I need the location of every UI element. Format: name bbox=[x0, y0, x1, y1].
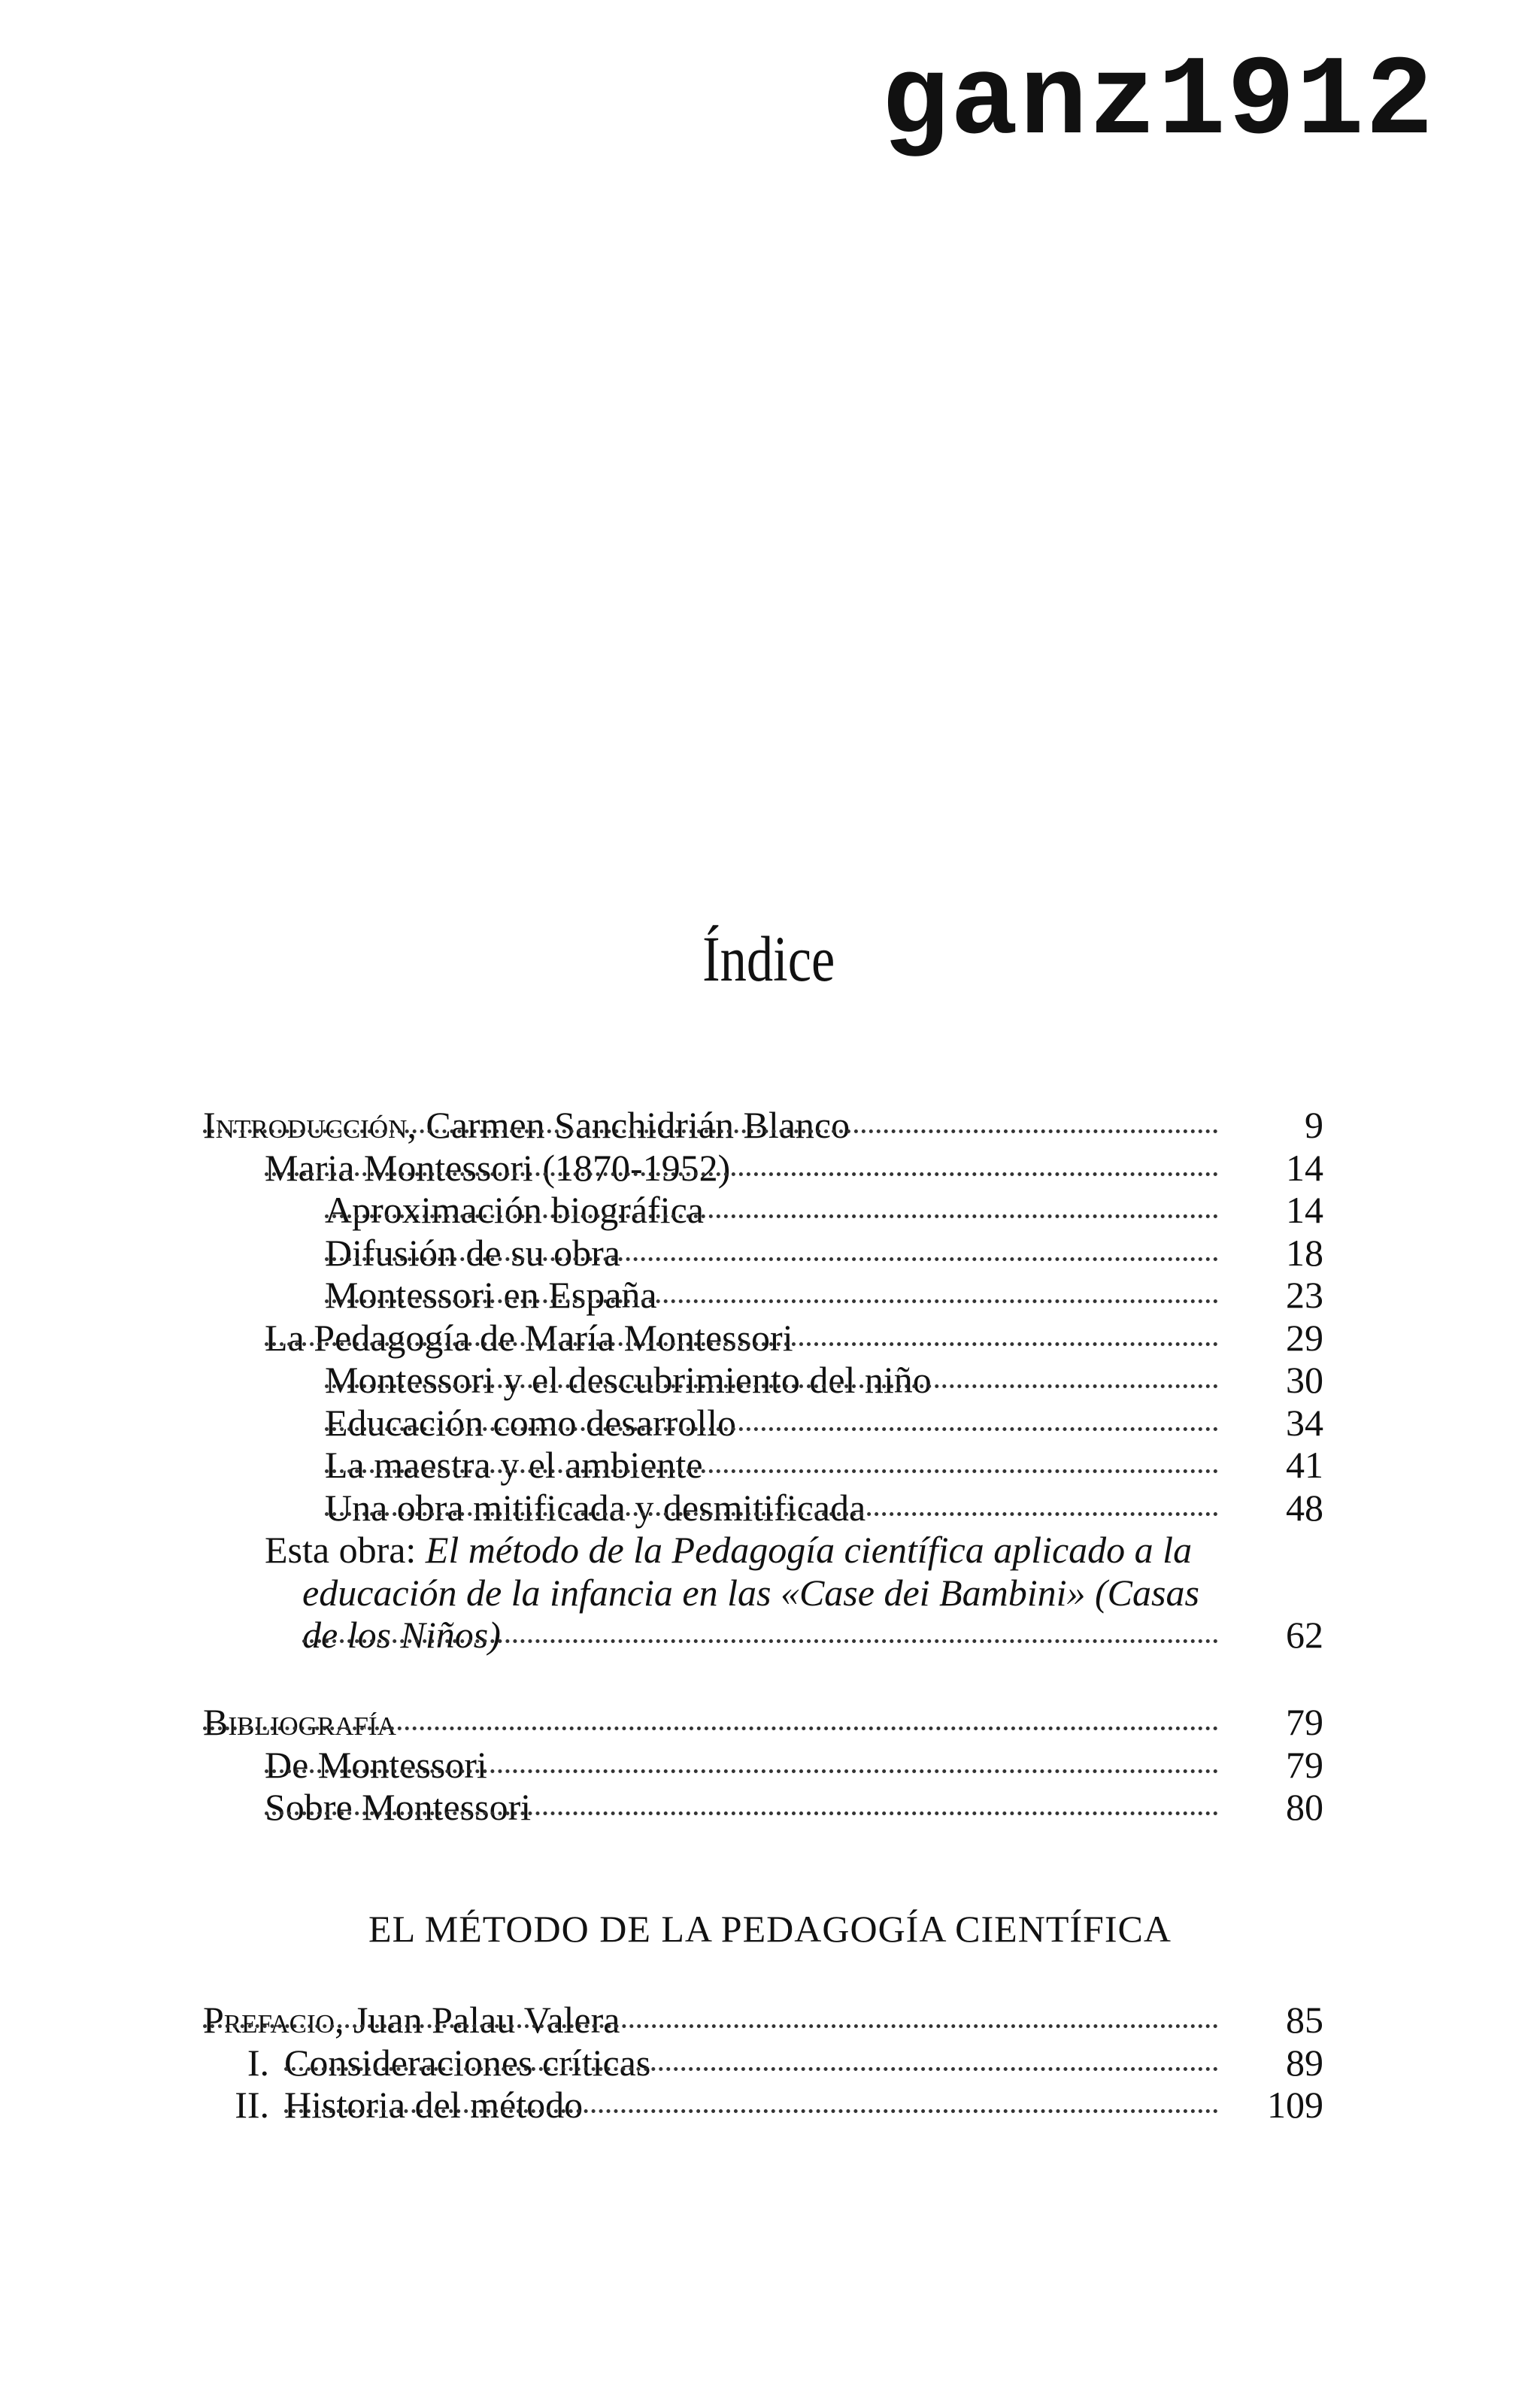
toc-entry-label bbox=[265, 1529, 1199, 1572]
toc-entry-work-title: educación de la infancia en las «Case dei Bambini» (Casas bbox=[302, 1572, 1207, 1614]
toc-entry-label: Maria Montessori (1870-1952) bbox=[265, 1147, 738, 1190]
toc-entry-label: La Pedagogía de María Montessori bbox=[265, 1317, 801, 1360]
toc-entry[interactable] bbox=[203, 1104, 1323, 1147]
dot-leader bbox=[325, 1214, 1218, 1218]
toc-entry-label: Bibliografía bbox=[203, 1701, 404, 1744]
toc-entry[interactable] bbox=[203, 1786, 1323, 1829]
toc-page-number: 41 bbox=[1286, 1444, 1323, 1486]
toc-entry-obra-line2 bbox=[203, 1572, 1323, 1614]
toc-entry[interactable] bbox=[203, 1487, 1323, 1529]
toc-bibliografia bbox=[203, 1701, 1323, 1829]
toc-entry[interactable] bbox=[203, 1147, 1323, 1190]
toc-page-number: 9 bbox=[1305, 1104, 1323, 1146]
toc-entry[interactable] bbox=[203, 1317, 1323, 1360]
dot-leader bbox=[284, 2067, 1218, 2071]
toc-chapter[interactable] bbox=[203, 2084, 1323, 2127]
toc-entry-label: Montessori en España bbox=[325, 1274, 665, 1317]
dot-leader bbox=[325, 1427, 1218, 1431]
toc-entry-prefix: Esta obra: bbox=[265, 1529, 426, 1571]
toc-page-number: 62 bbox=[1286, 1614, 1323, 1656]
toc-entry-obra-line1[interactable] bbox=[203, 1529, 1323, 1572]
toc-entry[interactable] bbox=[203, 1744, 1323, 1787]
toc-entry-author: , Carmen Sanchidrián Blanco bbox=[407, 1104, 850, 1146]
toc-entry-label bbox=[203, 2084, 590, 2127]
toc-entry-work-title: de los Niños) bbox=[302, 1614, 508, 1657]
toc-introduccion bbox=[203, 1104, 1323, 1657]
dot-leader bbox=[265, 1769, 1218, 1773]
section-heading: EL MÉTODO DE LA PEDAGOGÍA CIENTÍFICA bbox=[368, 1908, 1172, 1950]
toc-entry[interactable] bbox=[203, 1232, 1323, 1275]
chapter-title: Consideraciones críticas bbox=[284, 2041, 651, 2084]
dot-leader bbox=[302, 1639, 1218, 1643]
toc-page-number: 30 bbox=[1286, 1359, 1323, 1401]
toc-entry-lead: Introducción bbox=[203, 1104, 408, 1146]
toc-page-number: 14 bbox=[1286, 1189, 1323, 1231]
dot-leader bbox=[325, 1257, 1218, 1261]
page-title: Índice bbox=[702, 923, 835, 995]
toc-entry[interactable] bbox=[203, 1359, 1323, 1402]
toc-entry-label bbox=[203, 1999, 627, 2042]
dot-leader bbox=[265, 1172, 1218, 1176]
toc-entry[interactable] bbox=[203, 1701, 1323, 1744]
toc-entry-label bbox=[203, 2042, 658, 2084]
toc-page-number: 89 bbox=[1286, 2041, 1323, 2084]
toc-entry[interactable] bbox=[203, 1274, 1323, 1317]
dot-leader bbox=[325, 1512, 1218, 1516]
toc-entry[interactable] bbox=[203, 1189, 1323, 1232]
toc-metodo bbox=[203, 1999, 1323, 2127]
dot-leader bbox=[325, 1469, 1218, 1473]
toc-entry-label: La maestra y el ambiente bbox=[325, 1444, 711, 1487]
toc-page-number: 85 bbox=[1286, 1999, 1323, 2041]
toc-page-number: 14 bbox=[1286, 1146, 1323, 1189]
toc-page-number: 29 bbox=[1286, 1316, 1323, 1359]
toc-page-number: 34 bbox=[1286, 1401, 1323, 1444]
dot-leader bbox=[203, 1727, 1218, 1730]
toc-page-number: 109 bbox=[1267, 2084, 1323, 2126]
chapter-number: I. bbox=[247, 2041, 269, 2084]
toc-entry-work-title: El método de la Pedagogía científica aplicado a la bbox=[425, 1529, 1193, 1571]
toc-page-number: 80 bbox=[1286, 1786, 1323, 1828]
dot-leader bbox=[265, 1342, 1218, 1346]
toc-page-number: 23 bbox=[1286, 1274, 1323, 1316]
toc-entry-label: Aproximación biográfica bbox=[325, 1189, 711, 1232]
dot-leader bbox=[203, 1129, 1218, 1133]
toc-entry-label: De Montessori bbox=[265, 1744, 495, 1787]
dot-leader bbox=[325, 1299, 1218, 1303]
toc-page-number: 79 bbox=[1286, 1701, 1323, 1743]
toc-entry[interactable] bbox=[203, 1999, 1323, 2042]
toc-entry-label: Montessori y el descubrimiento del niño bbox=[325, 1359, 939, 1402]
toc-entry-author: , Juan Palau Valera bbox=[334, 1999, 620, 2041]
toc-entry-label: Sobre Montessori bbox=[265, 1786, 538, 1829]
chapter-title: Historia del método bbox=[284, 2084, 584, 2126]
toc-entry-label: Educación como desarrollo bbox=[325, 1402, 744, 1445]
toc-entry-lead: Prefacio bbox=[203, 1999, 335, 2041]
dot-leader bbox=[203, 2024, 1218, 2028]
watermark: ganz1912 bbox=[881, 39, 1435, 167]
dot-leader bbox=[325, 1384, 1218, 1388]
dot-leader bbox=[284, 2109, 1218, 2113]
toc-entry[interactable] bbox=[203, 1444, 1323, 1487]
toc-page-number: 18 bbox=[1286, 1231, 1323, 1274]
toc-entry-label: Difusión de su obra bbox=[325, 1232, 628, 1275]
chapter-number: II. bbox=[235, 2084, 269, 2126]
toc-entry-label bbox=[203, 1104, 857, 1147]
dot-leader bbox=[265, 1811, 1218, 1815]
toc-page-number: 48 bbox=[1286, 1486, 1323, 1529]
toc-entry-label: Una obra mitificada y desmitificada bbox=[325, 1487, 873, 1529]
toc-page-number: 79 bbox=[1286, 1743, 1323, 1786]
toc-chapter[interactable] bbox=[203, 2042, 1323, 2084]
toc-entry-obra-line3[interactable] bbox=[203, 1614, 1323, 1657]
toc-entry[interactable] bbox=[203, 1402, 1323, 1445]
